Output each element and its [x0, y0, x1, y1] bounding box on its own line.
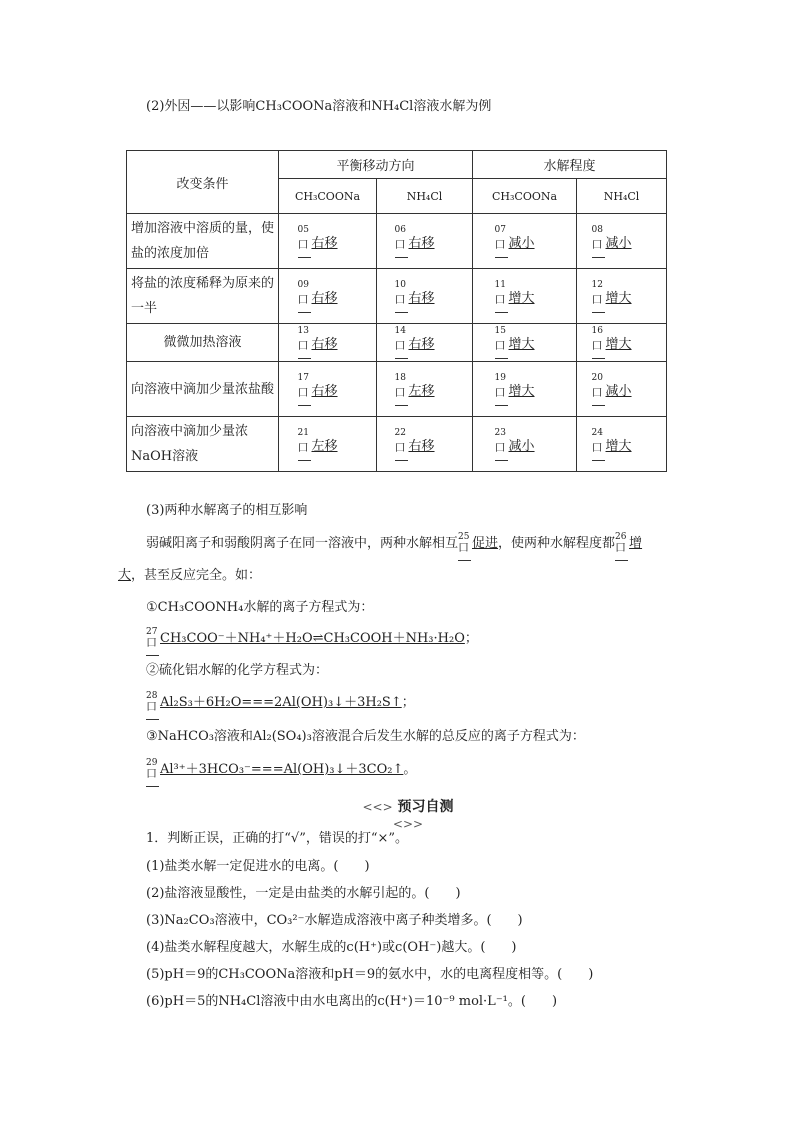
- answer-cell: 16 口 增大: [577, 324, 667, 362]
- equation-2: 28 口 Al₂S₃＋6H₂O===2Al(OH)₃↓＋3H₂S↑；: [146, 693, 415, 713]
- left-ornament-icon: <<>: [362, 800, 393, 814]
- item-1: ①CH₃COONH₄水解的离子方程式为：: [146, 600, 374, 615]
- answer-cell: 17 口 右移: [279, 362, 377, 417]
- section3-heading: (3)两种水解离子的相互影响: [146, 503, 308, 518]
- condition-cell: 向溶液中滴加少量浓盐酸: [127, 362, 279, 417]
- table-row: [127, 417, 667, 472]
- answer-cell: 08 口 减小: [577, 214, 667, 269]
- answer-cell: 06 口 右移: [377, 214, 473, 269]
- answer-cell: 20 口 减小: [577, 362, 667, 417]
- subheader-nh4cl-2: NH₄Cl: [577, 179, 667, 214]
- table-row: [127, 324, 667, 362]
- header-degree: 水解程度: [473, 151, 667, 179]
- answer-cell: 18 口 左移: [377, 362, 473, 417]
- answer-cell: 14 口 右移: [377, 324, 473, 362]
- answer-cell: 12 口 增大: [577, 269, 667, 324]
- para-text-d: ，甚至反应完全。如：: [131, 568, 262, 583]
- subheader-ch3coona-2: CH₃COONa: [473, 179, 577, 214]
- answer-cell: 21 口 左移: [279, 417, 377, 472]
- condition-cell: 微微加热溶液: [127, 324, 279, 362]
- question-item: (4)盐类水解程度越大，水解生成的c(H⁺)或c(OH⁻)越大。( ): [146, 940, 517, 955]
- answer-cell: 05 口 右移: [279, 214, 377, 269]
- question-item: (2)盐溶液显酸性，一定是由盐类的水解引起的。( ): [146, 886, 461, 901]
- hydrolysis-table: [126, 150, 667, 472]
- condition-cell: 将盐的浓度稀释为原来的一半: [127, 269, 279, 324]
- answer-cell: 22 口 右移: [377, 417, 473, 472]
- header-shift: 平衡移动方向: [279, 151, 473, 179]
- table-row: [127, 214, 667, 269]
- answer-cell: 24 口 增大: [577, 417, 667, 472]
- subheader-ch3coona: CH₃COONa: [279, 179, 377, 214]
- answer-cell: 19 口 增大: [473, 362, 577, 417]
- section-title: [348, 796, 468, 832]
- answer-cell: 13 口 右移: [279, 324, 377, 362]
- para-text-a: 弱碱阳离子和弱酸阴离子在同一溶液中，两种水解相互: [146, 536, 459, 551]
- table-row: [127, 269, 667, 324]
- subheader-nh4cl: NH₄Cl: [377, 179, 473, 214]
- answer-cell: 23 口 减小: [473, 417, 577, 472]
- right-ornament-icon: <>>: [392, 817, 424, 831]
- blank-25: 25 口 促进: [458, 534, 498, 554]
- question-item: (3)Na₂CO₃溶液中，CO₃²⁻水解造成溶液中离子种类增多。( ): [146, 913, 523, 928]
- condition-cell: 增加溶液中溶质的量，使盐的浓度加倍: [127, 214, 279, 269]
- question-item: (1)盐类水解一定促进水的电离。( ): [146, 859, 370, 874]
- equation-1: 27 口 CH₃COO⁻＋NH₄⁺＋H₂O⇌CH₃COOH＋NH₃·H₂O；: [146, 629, 478, 649]
- question-item: (5)pH＝9的CH₃COONa溶液和pH＝9的氨水中，水的电离程度相等。( ): [146, 967, 594, 982]
- item-2: ②硫化铝水解的化学方程式为：: [146, 663, 329, 678]
- equation-3: 29 口 Al³⁺＋3HCO₃⁻===Al(OH)₃↓＋3CO₂↑。: [146, 760, 416, 780]
- answer-cell: 11 口 增大: [473, 269, 577, 324]
- table-row: [127, 362, 667, 417]
- para-line-2: [118, 566, 261, 586]
- answer-cell: 09 口 右移: [279, 269, 377, 324]
- item-3: ③NaHCO₃溶液和Al₂(SO₄)₃溶液混合后发生水解的总反应的离子方程式为：: [146, 729, 585, 744]
- para-text-c: 大: [118, 568, 132, 583]
- question-1: 1．判断正误，正确的打“√”，错误的打“×”。: [146, 831, 409, 846]
- answer-cell: 07 口 减小: [473, 214, 577, 269]
- answer-cell: 10 口 右移: [377, 269, 473, 324]
- condition-cell: 向溶液中滴加少量浓NaOH溶液: [127, 417, 279, 472]
- para-text-b: ，使两种水解程度都: [498, 536, 616, 551]
- section-title-text: 预习自测: [397, 799, 454, 815]
- section2-heading: (2)外因——以影响CH₃COONa溶液和NH₄Cl溶液水解为例: [146, 99, 492, 114]
- answer-cell: 15 口 增大: [473, 324, 577, 362]
- question-item: (6)pH＝5的NH₄Cl溶液中由水电离出的c(H⁺)＝10⁻⁹ mol·L⁻¹。( ): [146, 994, 558, 1009]
- header-condition: 改变条件: [127, 151, 279, 214]
- blank-26: 26 口 增: [615, 534, 642, 554]
- para-line-1: [146, 534, 642, 554]
